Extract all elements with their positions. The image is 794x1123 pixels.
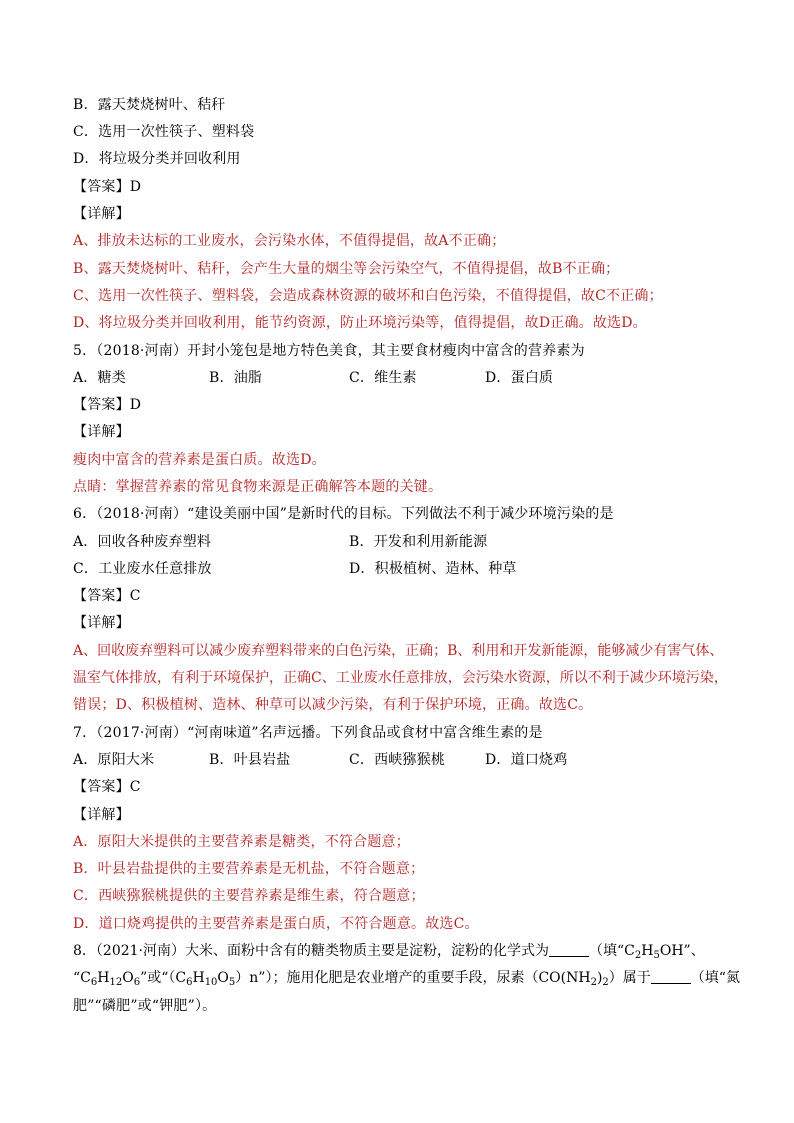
q7-explanation-c: C．西峡猕猴桃提供的主要营养素是维生素，符合题意；: [73, 888, 425, 904]
q4-option-c: C．选用一次性筷子、塑料袋: [73, 124, 255, 140]
q5-option-c: C．维生素: [349, 370, 417, 386]
q4-explanation-c: C、选用一次性筷子、塑料袋，会造成森林资源的破坏和白色污染，不值得提倡，故C不正确；: [73, 288, 663, 304]
q5-stem: 5．（2018·河南）开封小笼包是地方特色美食，其主要食材瘦肉中富含的营养素为: [73, 343, 585, 359]
q6-option-a: A．回收各种废弃塑料: [73, 534, 212, 550]
q6-explanation-line-1: A、回收废弃塑料可以减少废弃塑料带来的白色污染，正确；B、利用和开发新能源，能够减少有害气体、: [73, 643, 724, 659]
q4-answer: 【答案】D: [73, 179, 142, 195]
q7-option-d: D．道口烧鸡: [485, 752, 568, 768]
q4-explanation-d: D、将垃圾分类并回收利用，能节约资源，防止环境污染等，值得提倡，故D正确。故选D。: [73, 315, 647, 331]
q7-stem: 7．（2017·河南）“河南味道”名声远播。下列食品或食材中富含维生素的是: [73, 725, 543, 741]
q5-explanation: 瘦肉中富含的营养素是蛋白质。故选D。: [73, 452, 326, 468]
q6-option-b: B．开发和利用新能源: [349, 534, 488, 550]
q6-detail-heading: 【详解】: [73, 615, 130, 631]
q7-explanation-a: A．原阳大米提供的主要营养素是糖类，不符合题意；: [73, 834, 410, 850]
q8-blank-1: [549, 942, 589, 957]
q8-stem-line-2: “$C_6H_{12}O_6$”或“$(C_6H_{10}O_5)n$”）；施用化肥是农业增产的重要手段，尿素$(CO(NH_2)_2)$属于 （填“氮: [73, 970, 740, 988]
q7-explanation-d: D．道口烧鸡提供的主要营养素是蛋白质，不符合题意。故选C。: [73, 916, 479, 932]
q5-tip: 点睛：掌握营养素的常见食物来源是正确解答本题的关键。: [73, 479, 443, 495]
q7-options: [73, 751, 723, 769]
q5-option-b: B．油脂: [209, 370, 263, 386]
q6-options-row-2: [73, 560, 723, 578]
q6-option-c: C．工业废水任意排放: [73, 561, 212, 577]
q8-blank-2: [651, 969, 691, 984]
q8-stem-line-3: 肥”“磷肥”或“钾肥”）。: [73, 998, 217, 1014]
q7-option-b: B．叶县岩盐: [209, 752, 291, 768]
q6-stem: 6．（2018·河南）“建设美丽中国”是新时代的目标。下列做法不利于减少环境污染的是: [73, 506, 614, 522]
q7-option-a: A．原阳大米: [73, 752, 155, 768]
q8-stem-line-1: 8．（2021·河南）大米、面粉中含有的糖类物质主要是淀粉，淀粉的化学式为 （填“$C_2H_5OH$”、: [73, 943, 705, 961]
q6-explanation-line-3: 错误；D、积极植树、造林、种草可以减少污染，有利于保护环境，正确。故选C。: [73, 697, 593, 713]
q5-detail-heading: 【详解】: [73, 424, 130, 440]
q7-detail-heading: 【详解】: [73, 807, 130, 823]
q6-options-row-1: [73, 533, 723, 551]
q6-answer: 【答案】C: [73, 588, 141, 604]
q7-explanation-b: B．叶县岩盐提供的主要营养素是无机盐，不符合题意；: [73, 861, 425, 877]
q5-answer: 【答案】D: [73, 397, 142, 413]
q4-explanation-a: A、排放未达标的工业废水，会污染水体，不值得提倡，故A不正确；: [73, 233, 506, 249]
q4-explanation-b: B、露天焚烧树叶、秸秆，会产生大量的烟尘等会污染空气，不值得提倡，故B不正确；: [73, 261, 620, 277]
q4-option-d: D．将垃圾分类并回收利用: [73, 151, 241, 167]
q5-options: [73, 369, 723, 387]
q5-option-a: A．糖类: [73, 370, 126, 386]
q5-option-d: D．蛋白质: [485, 370, 554, 386]
q4-option-b: B．露天焚烧树叶、秸秆: [73, 97, 226, 113]
q6-option-d: D．积极植树、造林、种草: [349, 561, 517, 577]
q7-answer: 【答案】C: [73, 779, 141, 795]
q6-explanation-line-2: 温室气体排放，有利于环境保护，正确C、工业废水任意排放，会污染水资源，所以不利于减少环境污染，: [73, 670, 728, 686]
q7-option-c: C．西峡猕猴桃: [349, 752, 446, 768]
q4-detail-heading: 【详解】: [73, 206, 130, 222]
